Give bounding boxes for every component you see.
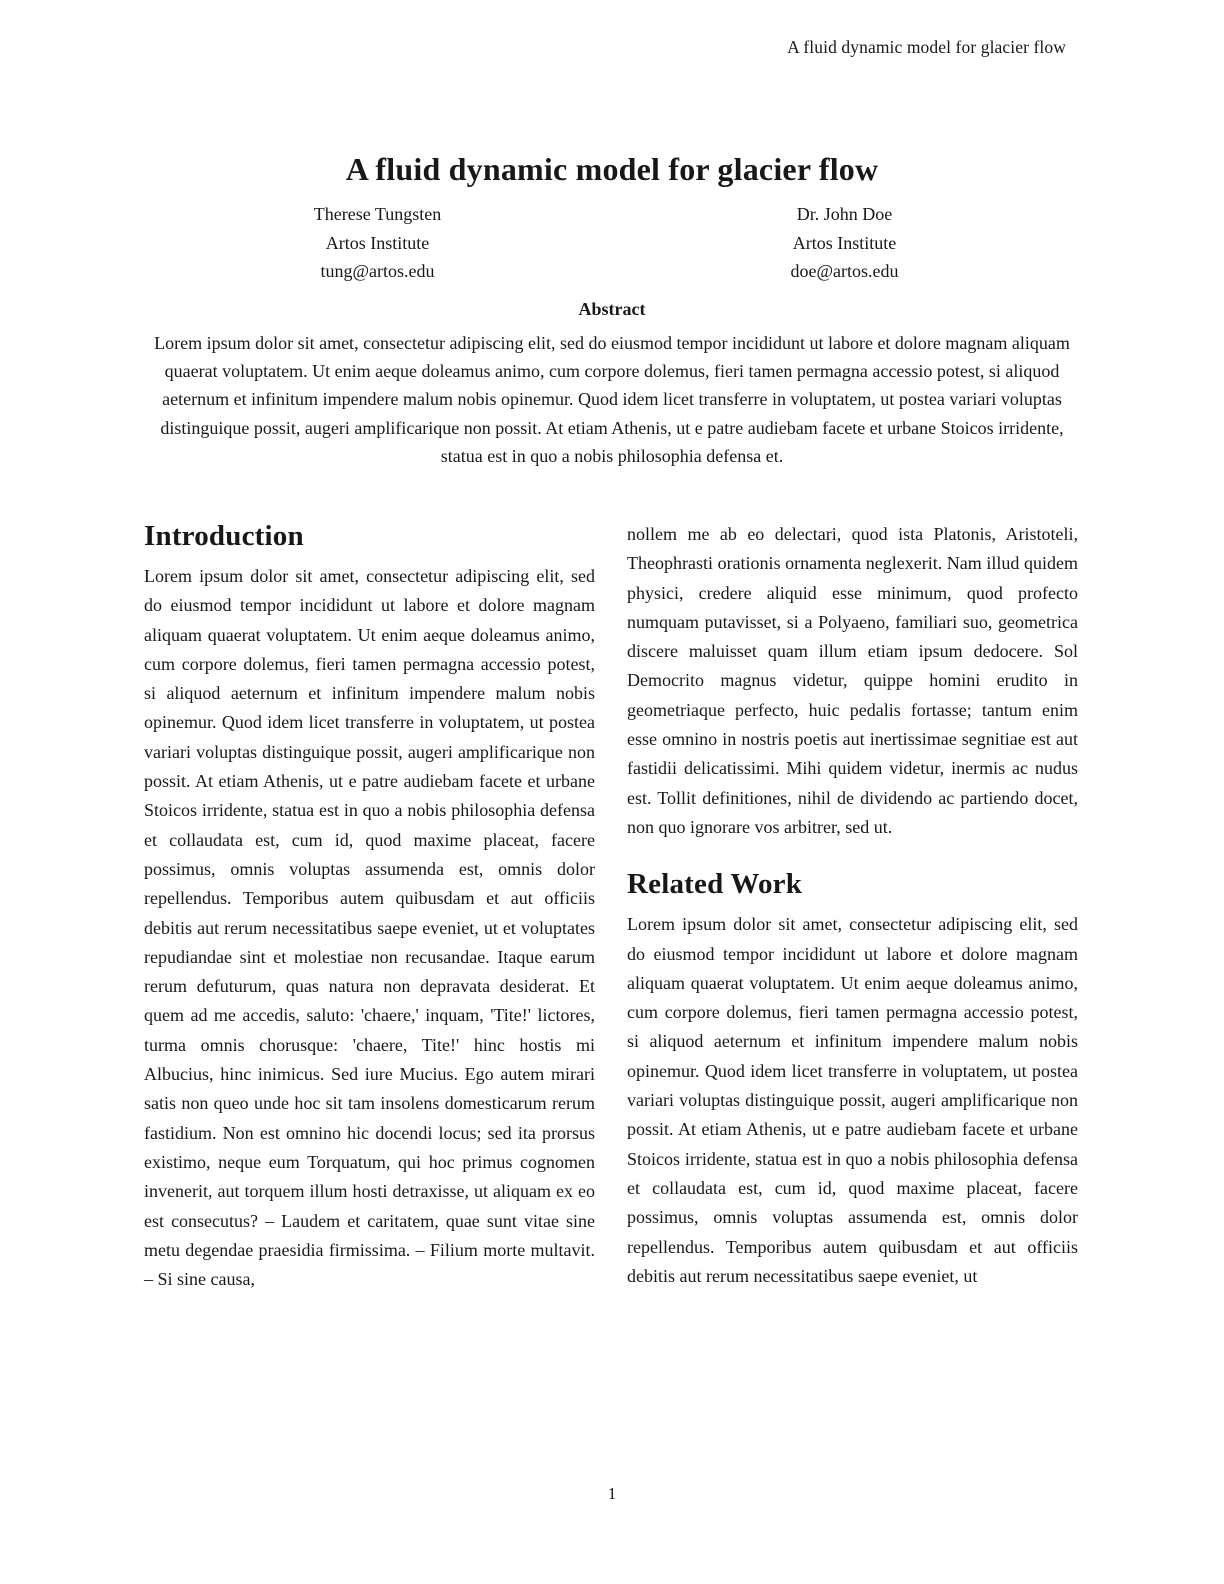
author-1: [144, 200, 611, 286]
author-2-affiliation: Artos Institute: [792, 232, 897, 253]
introduction-continuation-paragraph: nollem me ab eo delectari, quod ista Platonis, Aristoteli, Theophrasti orationis ornamenta neglexerit. Nam illud quidem physici, credere aliquid esse minimum, quod profecto numquam putavisset, si a Polyaeno, familiari suo, geometrica discere maluisset quam illum etiam ipsum dedocere. Sol Democrito magnus videtur, quippe homini erudito in geometriaque perfecto, huic pedalis fortasse; tantum enim esse omnino in nostris poetis aut inertissimae segnitiae est aut fastidii delicatissimi. Mihi quidem videtur, inermis ac nudus est. Tollit definitiones, nihil de dividendo ac partiendo docet, non quo ignorare vos arbitrer, sed ut.: [627, 524, 1078, 837]
page-number: 1: [607, 1484, 617, 1503]
section-heading-introduction: Introduction: [144, 520, 304, 552]
introduction-paragraph: Lorem ipsum dolor sit amet, consectetur adipiscing elit, sed do eiusmod tempor incididunt ut labore et dolore magnam aliquam quaerat voluptatem. Ut enim aeque doleamus animo, cum corpore dolemus, fieri tamen permagna accessio potest, si aliquod aeternum et infinitum impendere malum nobis opinemur. Quod idem licet transferre in voluptatem, ut postea variari voluptas distinguique possit, augeri amplificarique non possit. At etiam Athenis, ut e patre audiebam facete et urbane Stoicos irridente, statua est in quo a nobis philosophia defensa et collaudata est, cum id, quod maxime placeat, facere possimus, omnis voluptas assumenda est, omnis dolor repellendus. Temporibus autem quibusdam et aut officiis debitis aut rerum necessitatibus saepe eveniet, ut et voluptates repudiandae sint et molestiae non recusandae. Itaque earum rerum defuturum, quas natura non depravata desiderat. Et quem ad me accedis, saluto: 'chaere,' inquam, 'Tite!' lictores, turma omnis chorusque: 'chaere, Tite!' hinc hostis mi Albucius, hinc inimicus. Sed iure Mucius. Ego autem mirari satis non queo unde hoc sit tam insolens domesticarum rerum fastidium. Non est omnino hic docendi locus; sed ita prorsus existimo, neque eum Torquatum, qui hoc primus cognomen invenerit, aut torquem illum hosti detraxisse, ut aliquam ex eo est consecutus? – Laudem et caritatem, quae sunt vitae sine metu degendae praesidia firmissima. – Filium morte multavit. – Si sine causa,: [144, 566, 595, 1290]
abstract-text: Lorem ipsum dolor sit amet, consectetur adipiscing elit, sed do eiusmod tempor incididunt ut labore et dolore magnam aliquam quaerat voluptatem. Ut enim aeque doleamus animo, cum corpore dolemus, fieri tamen permagna accessio potest, si aliquod aeternum et infinitum impendere malum nobis opinemur. Quod idem licet transferre in voluptatem, ut postea variari voluptas distinguique possit, augeri amplificarique non possit. At etiam Athenis, ut e patre audiebam facete et urbane Stoicos irridente, statua est in quo a nobis philosophia defensa et.: [154, 333, 1070, 466]
author-1-name: Therese Tungsten: [313, 204, 442, 224]
two-column-body: [144, 520, 1078, 1294]
running-header: A fluid dynamic model for glacier flow: [787, 37, 1066, 57]
author-2: [611, 200, 1078, 286]
left-column: [144, 520, 595, 1294]
author-2-email: doe@artos.edu: [790, 261, 899, 281]
author-2-name: Dr. John Doe: [796, 204, 893, 224]
abstract-heading: Abstract: [578, 299, 646, 319]
related-work-paragraph: Lorem ipsum dolor sit amet, consectetur adipiscing elit, sed do eiusmod tempor incididunt ut labore et dolore magnam aliquam quaerat voluptatem. Ut enim aeque doleamus animo, cum corpore dolemus, fieri tamen permagna accessio potest, si aliquod aeternum et infinitum impendere malum nobis opinemur. Quod idem licet transferre in voluptatem, ut postea variari voluptas distinguique possit, augeri amplificarique non possit. At etiam Athenis, ut e patre audiebam facete et urbane Stoicos irridente, statua est in quo a nobis philosophia defensa et collaudata est, cum id, quod maxime placeat, facere possimus, omnis voluptas assumenda est, omnis dolor repellendus. Temporibus autem quibusdam et aut officiis debitis aut rerum necessitatibus saepe eveniet, ut: [627, 914, 1078, 1286]
section-heading-related-work: Related Work: [627, 868, 803, 901]
right-column: [627, 520, 1078, 1294]
author-1-email: tung@artos.edu: [320, 261, 435, 281]
author-1-affiliation: Artos Institute: [325, 232, 430, 253]
author-block: [144, 200, 1078, 286]
paper-title: A fluid dynamic model for glacier flow: [345, 151, 879, 188]
